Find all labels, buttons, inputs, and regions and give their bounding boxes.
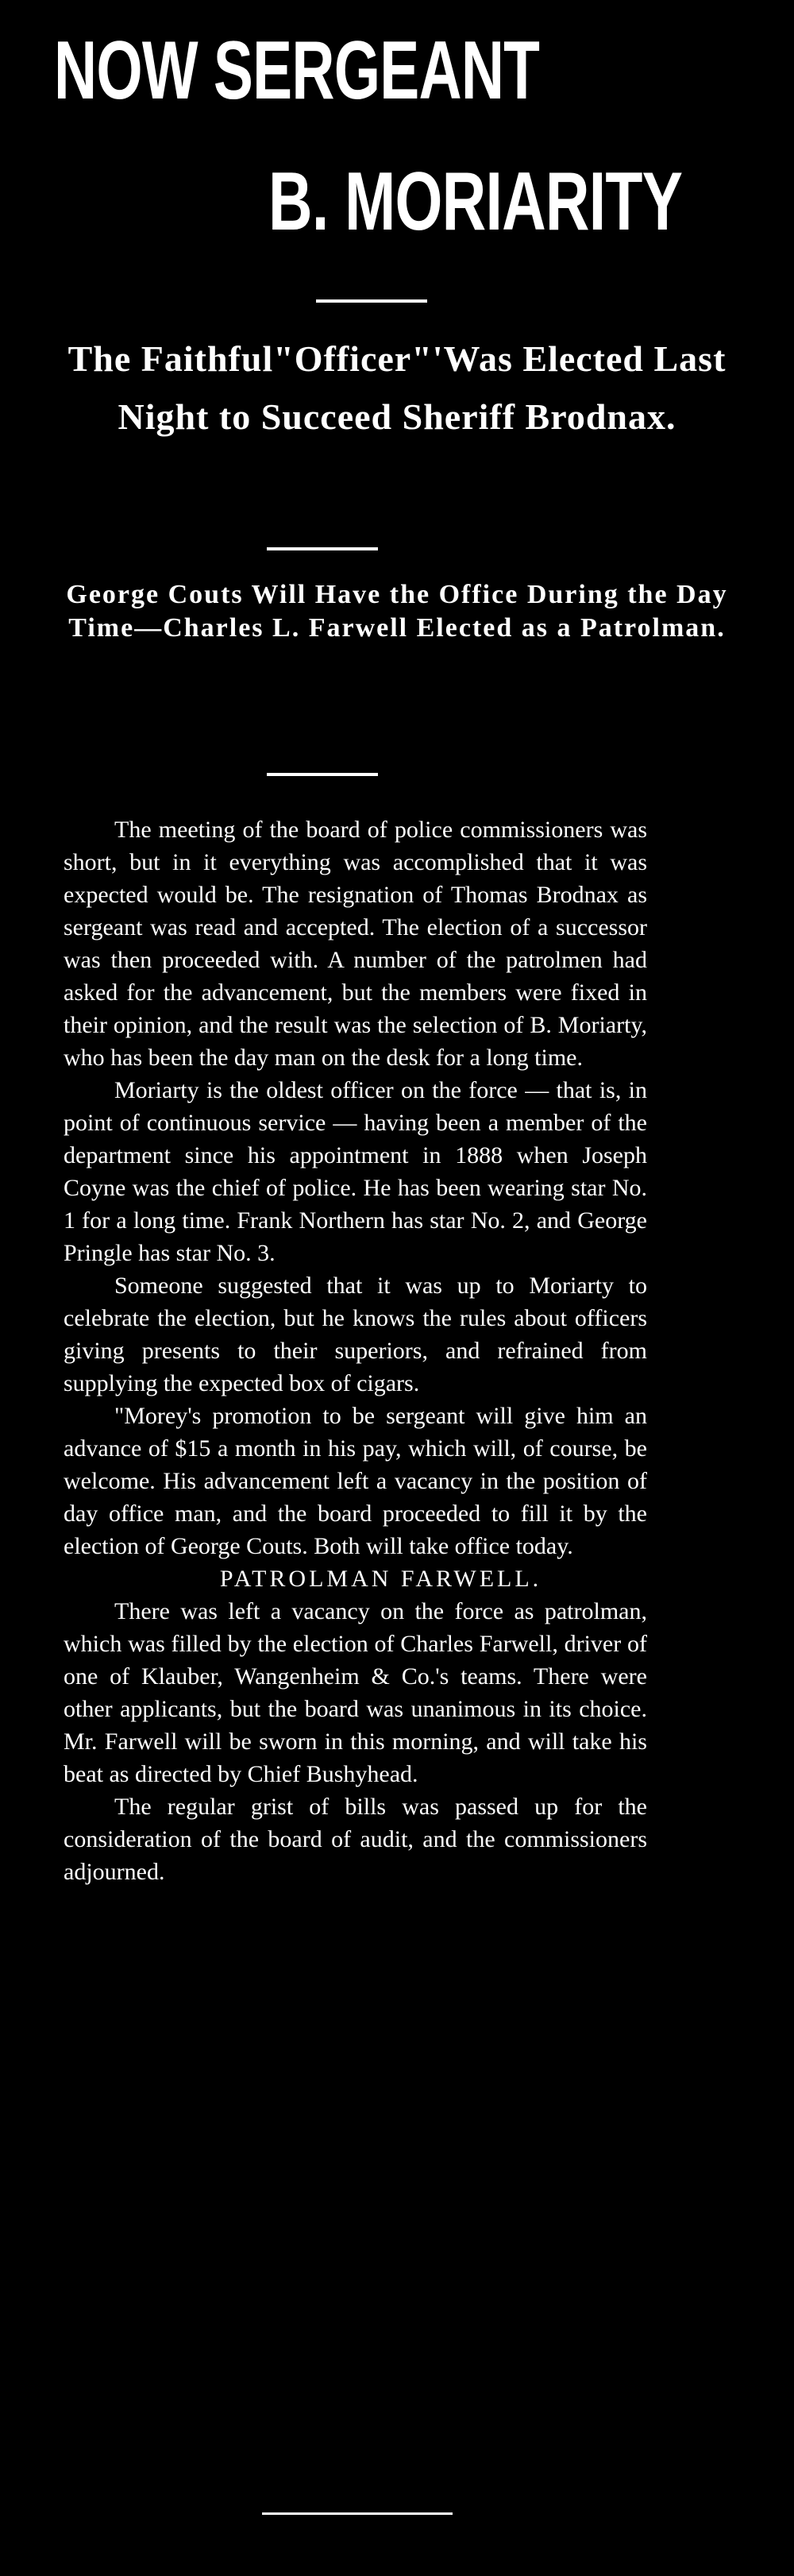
divider-rule-1: [316, 299, 427, 303]
divider-rule-3: [267, 773, 378, 776]
paragraph-2: Moriarty is the oldest officer on the force — that is, in point of continuous service — having been a member of the department since his appointment in 1888 when Joseph Coyne was the chief of police. He has been wearing star No. 1 for a long time. Frank Northern has star No. 2, and George Pringle has star No. 3.: [64, 1077, 647, 1266]
divider-rule-2: [267, 547, 378, 550]
paragraph-4: "Morey's promotion to be sergeant will give him an advance of $15 a month in his pay, which will, of course, be welcome. His advancement left a vacancy in the position of day office man, and the board proceeded to fill it by the election of George Couts. Both will take office today.: [64, 1403, 647, 1559]
paragraph-3: Someone suggested that it was up to Moriarty to celebrate the election, but he knows the rules about officers giving presents to their superiors, and refrained from supplying the expected box of cigars.: [64, 1273, 647, 1396]
section-subhead: PATROLMAN FARWELL.: [219, 1566, 542, 1592]
divider-rule-4: [262, 2512, 453, 2515]
article-body: [64, 813, 647, 1888]
headline-line-1: NOW SERGEANT: [54, 25, 540, 117]
paragraph-5: There was left a vacancy on the force as patrolman, which was filled by the election of Charles Farwell, driver of one of Klauber, Wangenheim & Co.'s teams. There were other applicants, but the board was unanimous in its choice. Mr. Farwell will be sworn in this morning, and will take his beat as directed by Chief Bushyhead.: [64, 1598, 647, 1787]
sub-deck: George Couts Will Have the Office During the Day Time—Charles L. Farwell Elected as a Patrolman.: [66, 580, 728, 643]
deck-headline: The Faithful"Officer"'Was Elected Last Night to Succeed Sheriff Brodnax.: [67, 338, 727, 437]
paragraph-6: The regular grist of bills was passed up for the consideration of the board of audit, and the commissioners adjourned.: [64, 1794, 647, 1885]
paragraph-1: The meeting of the board of police commissioners was short, but in it everything was accomplished that it was expected would be. The resignation of Thomas Brodnax as sergeant was read and accepted. The election of a successor was then proceeded with. A number of the patrolmen had asked for the advancement, but the members were fixed in their opinion, and the result was the selection of B. Moriarty, who has been the day man on the desk for a long time.: [64, 817, 647, 1071]
headline-line-2: B. MORIARITY: [268, 156, 683, 248]
